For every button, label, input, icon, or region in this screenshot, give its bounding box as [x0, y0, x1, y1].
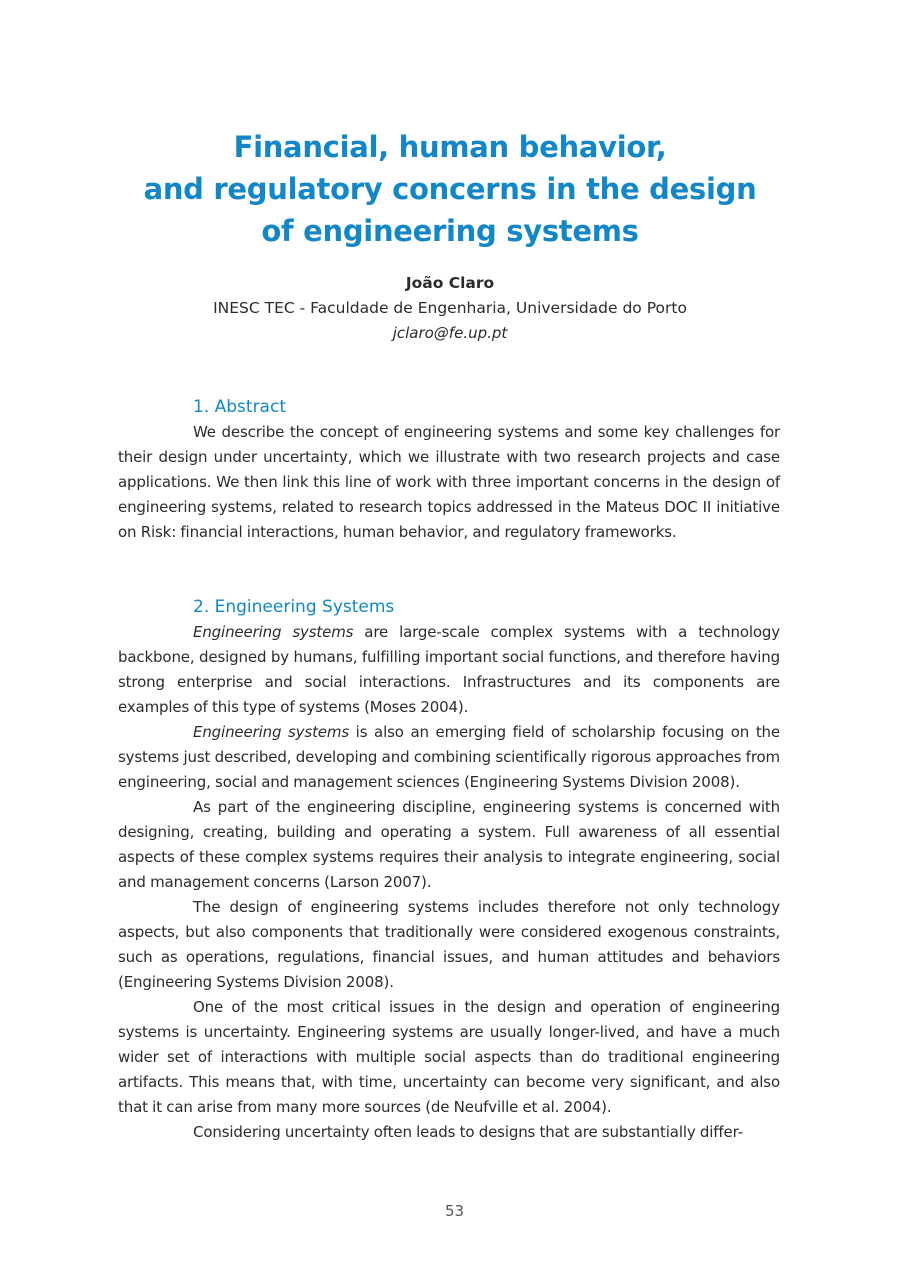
section-abstract — [118, 395, 780, 545]
page-number: 53 — [444, 1202, 465, 1220]
section-heading: 1. Abstract — [193, 397, 286, 417]
title-line: Financial, human behavior, — [233, 130, 667, 164]
title-line: and regulatory concerns in the design — [143, 172, 757, 206]
title-line: of engineering systems — [261, 214, 639, 248]
section-heading: 2. Engineering Systems — [193, 597, 395, 617]
body-paragraph — [118, 720, 780, 795]
paper-title — [120, 126, 780, 252]
paragraph-text: are large-scale complex systems with a technology backbone, designed by humans, fulfilling important social functions, and therefore having strong enterprise and social interactions. Infrastructures and its components are examples of this type of systems (Moses 2004). — [118, 623, 780, 716]
italic-term: Engineering systems — [193, 623, 354, 641]
body-paragraph: The design of engineering systems includes therefore not only technology aspects, but also components that traditionally were considered exogenous constraints, such as operations, regulations, financial issues, and human attitudes and behaviors (Engineering Systems Division 2008). — [118, 898, 780, 991]
body-paragraph: Considering uncertainty often leads to designs that are substantially differ- — [193, 1123, 743, 1141]
author-affiliation: INESC TEC - Faculdade de Engenharia, Universidade do Porto — [213, 299, 687, 317]
body-paragraph: As part of the engineering discipline, engineering systems is concerned with designing, creating, building and operating a system. Full awareness of all essential aspects of these complex systems requires their analysis to integrate engineering, social and management concerns (Larson 2007). — [118, 798, 780, 891]
author-name: João Claro — [405, 274, 495, 292]
body-paragraph — [118, 620, 780, 720]
body-paragraph: One of the most critical issues in the design and operation of engineering systems is uncertainty. Engineering systems are usually longer-lived, and have a much wider set of interactions with multiple social aspects than do traditional engineering artifacts. This means that, with time, uncertainty can become very significant, and also that it can arise from many more sources (de Neufville et al. 2004). — [118, 998, 780, 1116]
paragraph-text: is also an emerging field of scholarship focusing on the systems just described, developing and combining scientifically rigorous approaches from engineering, social and management sciences (Engineering Systems Division 2008). — [118, 723, 780, 791]
author-email: jclaro@fe.up.pt — [392, 324, 508, 342]
section-engineering-systems — [118, 595, 780, 1145]
italic-term: Engineering systems — [193, 723, 350, 741]
abstract-paragraph: We describe the concept of engineering systems and some key challenges for their design under uncertainty, which we illustrate with two research projects and case applications. We then link this line of work with three important concerns in the design of engineering systems, related to research topics addressed in the Mateus DOC II initiative on Risk: financial interactions, human behavior, and regulatory frameworks. — [118, 423, 780, 541]
